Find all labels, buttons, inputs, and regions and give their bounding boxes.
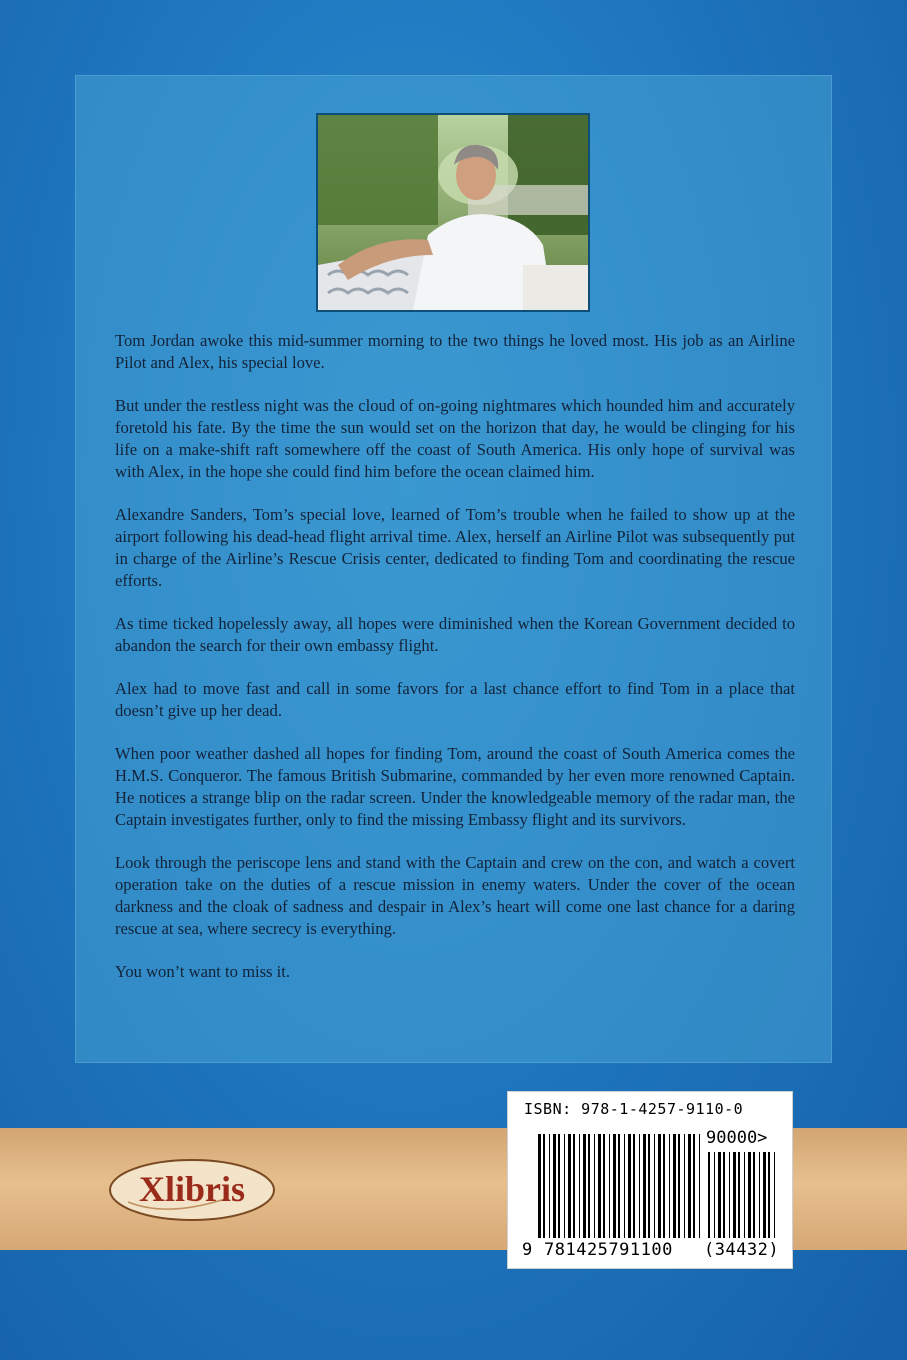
barcode-bar: [759, 1152, 760, 1238]
barcode-bar: [763, 1152, 766, 1238]
barcode-bar: [693, 1134, 695, 1238]
barcode-bar: [748, 1152, 751, 1238]
barcode-bar: [633, 1134, 635, 1238]
blurb-paragraph: Tom Jordan awoke this mid-summer morning to the two things he loved most. His job as an Airline Pilot and Alex, his special love.: [115, 331, 795, 372]
barcode-bar: [543, 1134, 545, 1238]
barcode-bar: [558, 1134, 560, 1238]
barcode-bar: [673, 1134, 676, 1238]
logo-wordmark: Xlibris: [138, 1169, 246, 1209]
blurb-paragraph: Alex had to move fast and call in some favors for a last chance effort to find Tom in a place that doesn’t give up her dead.: [115, 679, 795, 720]
barcode-bar: [688, 1134, 691, 1238]
back-cover-blurb: [115, 330, 795, 1004]
barcode-bar: [678, 1134, 680, 1238]
isbn-barcode: [507, 1091, 793, 1269]
barcode-bar: [579, 1134, 580, 1238]
barcode-bar: [588, 1134, 590, 1238]
barcode-bar: [663, 1134, 665, 1238]
barcode-digits: 781425791100: [544, 1240, 673, 1260]
barcode-bar: [603, 1134, 605, 1238]
barcode-bar: [609, 1134, 610, 1238]
barcode-bar: [549, 1134, 550, 1238]
blurb-paragraph: Look through the periscope lens and stand with the Captain and crew on the con, and watch a covert operation take on the duties of a rescue mission in enemy waters. Under the cover of the ocean darkness and the cloak of sadness and despair in Alex’s heart will come one last chance for a daring rescue at sea, where secrecy is everything.: [115, 853, 795, 938]
barcode-bar: [738, 1152, 740, 1238]
barcode-bar: [573, 1134, 575, 1238]
barcode-bar: [624, 1134, 625, 1238]
barcode-bar: [729, 1152, 730, 1238]
barcode-bar: [628, 1134, 631, 1238]
barcode-bar: [718, 1152, 721, 1238]
blurb-paragraph: Alexandre Sanders, Tom’s special love, learned of Tom’s trouble when he failed to show up at the airport following his dead-head flight arrival time. Alex, herself an Airline Pilot was subsequently put in charge of the Airline’s Rescue Crisis center, dedicated to finding Tom and coordinating the rescue efforts.: [115, 505, 795, 590]
barcode-bar: [733, 1152, 736, 1238]
barcode-bar: [654, 1134, 655, 1238]
barcode-addon-digits: (34432): [704, 1240, 780, 1260]
barcode-bar: [643, 1134, 646, 1238]
barcode-digit-lead: 9: [522, 1240, 533, 1260]
barcode-addon: [708, 1152, 778, 1238]
barcode-bar: [613, 1134, 616, 1238]
blurb-paragraph: But under the restless night was the cloud of on-going nightmares which hounded him and accurately foretold his fate. By the time the sun would set on the horizon that day, he would be clinging for his life on a make-shift raft somewhere off the coast of South America. His only hope of survival was with Alex, in the hope she could find him before the ocean claimed him.: [115, 396, 795, 481]
barcode-bar: [684, 1134, 685, 1238]
author-photo-image: [318, 115, 588, 310]
blurb-paragraph: As time ticked hopelessly away, all hopes were diminished when the Korean Government decided to abandon the search for their own embassy flight.: [115, 614, 795, 655]
barcode-bar: [598, 1134, 601, 1238]
barcode-bar: [639, 1134, 640, 1238]
barcode-bar: [774, 1152, 775, 1238]
barcode-bar: [768, 1152, 770, 1238]
xlibris-logo: [108, 1158, 276, 1222]
price-code: 90000>: [706, 1128, 768, 1148]
barcode-bar: [564, 1134, 565, 1238]
barcode-bar: [553, 1134, 556, 1238]
barcode-main: [538, 1134, 702, 1238]
barcode-bar: [699, 1134, 700, 1238]
barcode-bar: [583, 1134, 586, 1238]
blurb-paragraph: You won’t want to miss it.: [115, 962, 291, 981]
barcode-bar: [648, 1134, 650, 1238]
barcode-bar: [658, 1134, 661, 1238]
isbn-label: ISBN: 978-1-4257-9110-0: [524, 1100, 744, 1118]
barcode-bar: [669, 1134, 670, 1238]
barcode-bar: [538, 1134, 541, 1238]
barcode-bar: [594, 1134, 595, 1238]
barcode-bar: [708, 1152, 710, 1238]
barcode-bar: [714, 1152, 715, 1238]
barcode-bar: [723, 1152, 725, 1238]
barcode-bar: [618, 1134, 620, 1238]
blurb-paragraph: When poor weather dashed all hopes for finding Tom, around the coast of South America comes the H.M.S. Conqueror. The famous British Submarine, commanded by her even more renowned Captain. He notices a strange blip on the radar screen. Under the knowledgeable memory of the radar man, the Captain investigates further, only to find the missing Embassy flight and its survivors.: [115, 744, 795, 829]
author-photo: [316, 113, 590, 312]
barcode-bar: [753, 1152, 755, 1238]
barcode-bar: [744, 1152, 745, 1238]
barcode-bar: [568, 1134, 571, 1238]
